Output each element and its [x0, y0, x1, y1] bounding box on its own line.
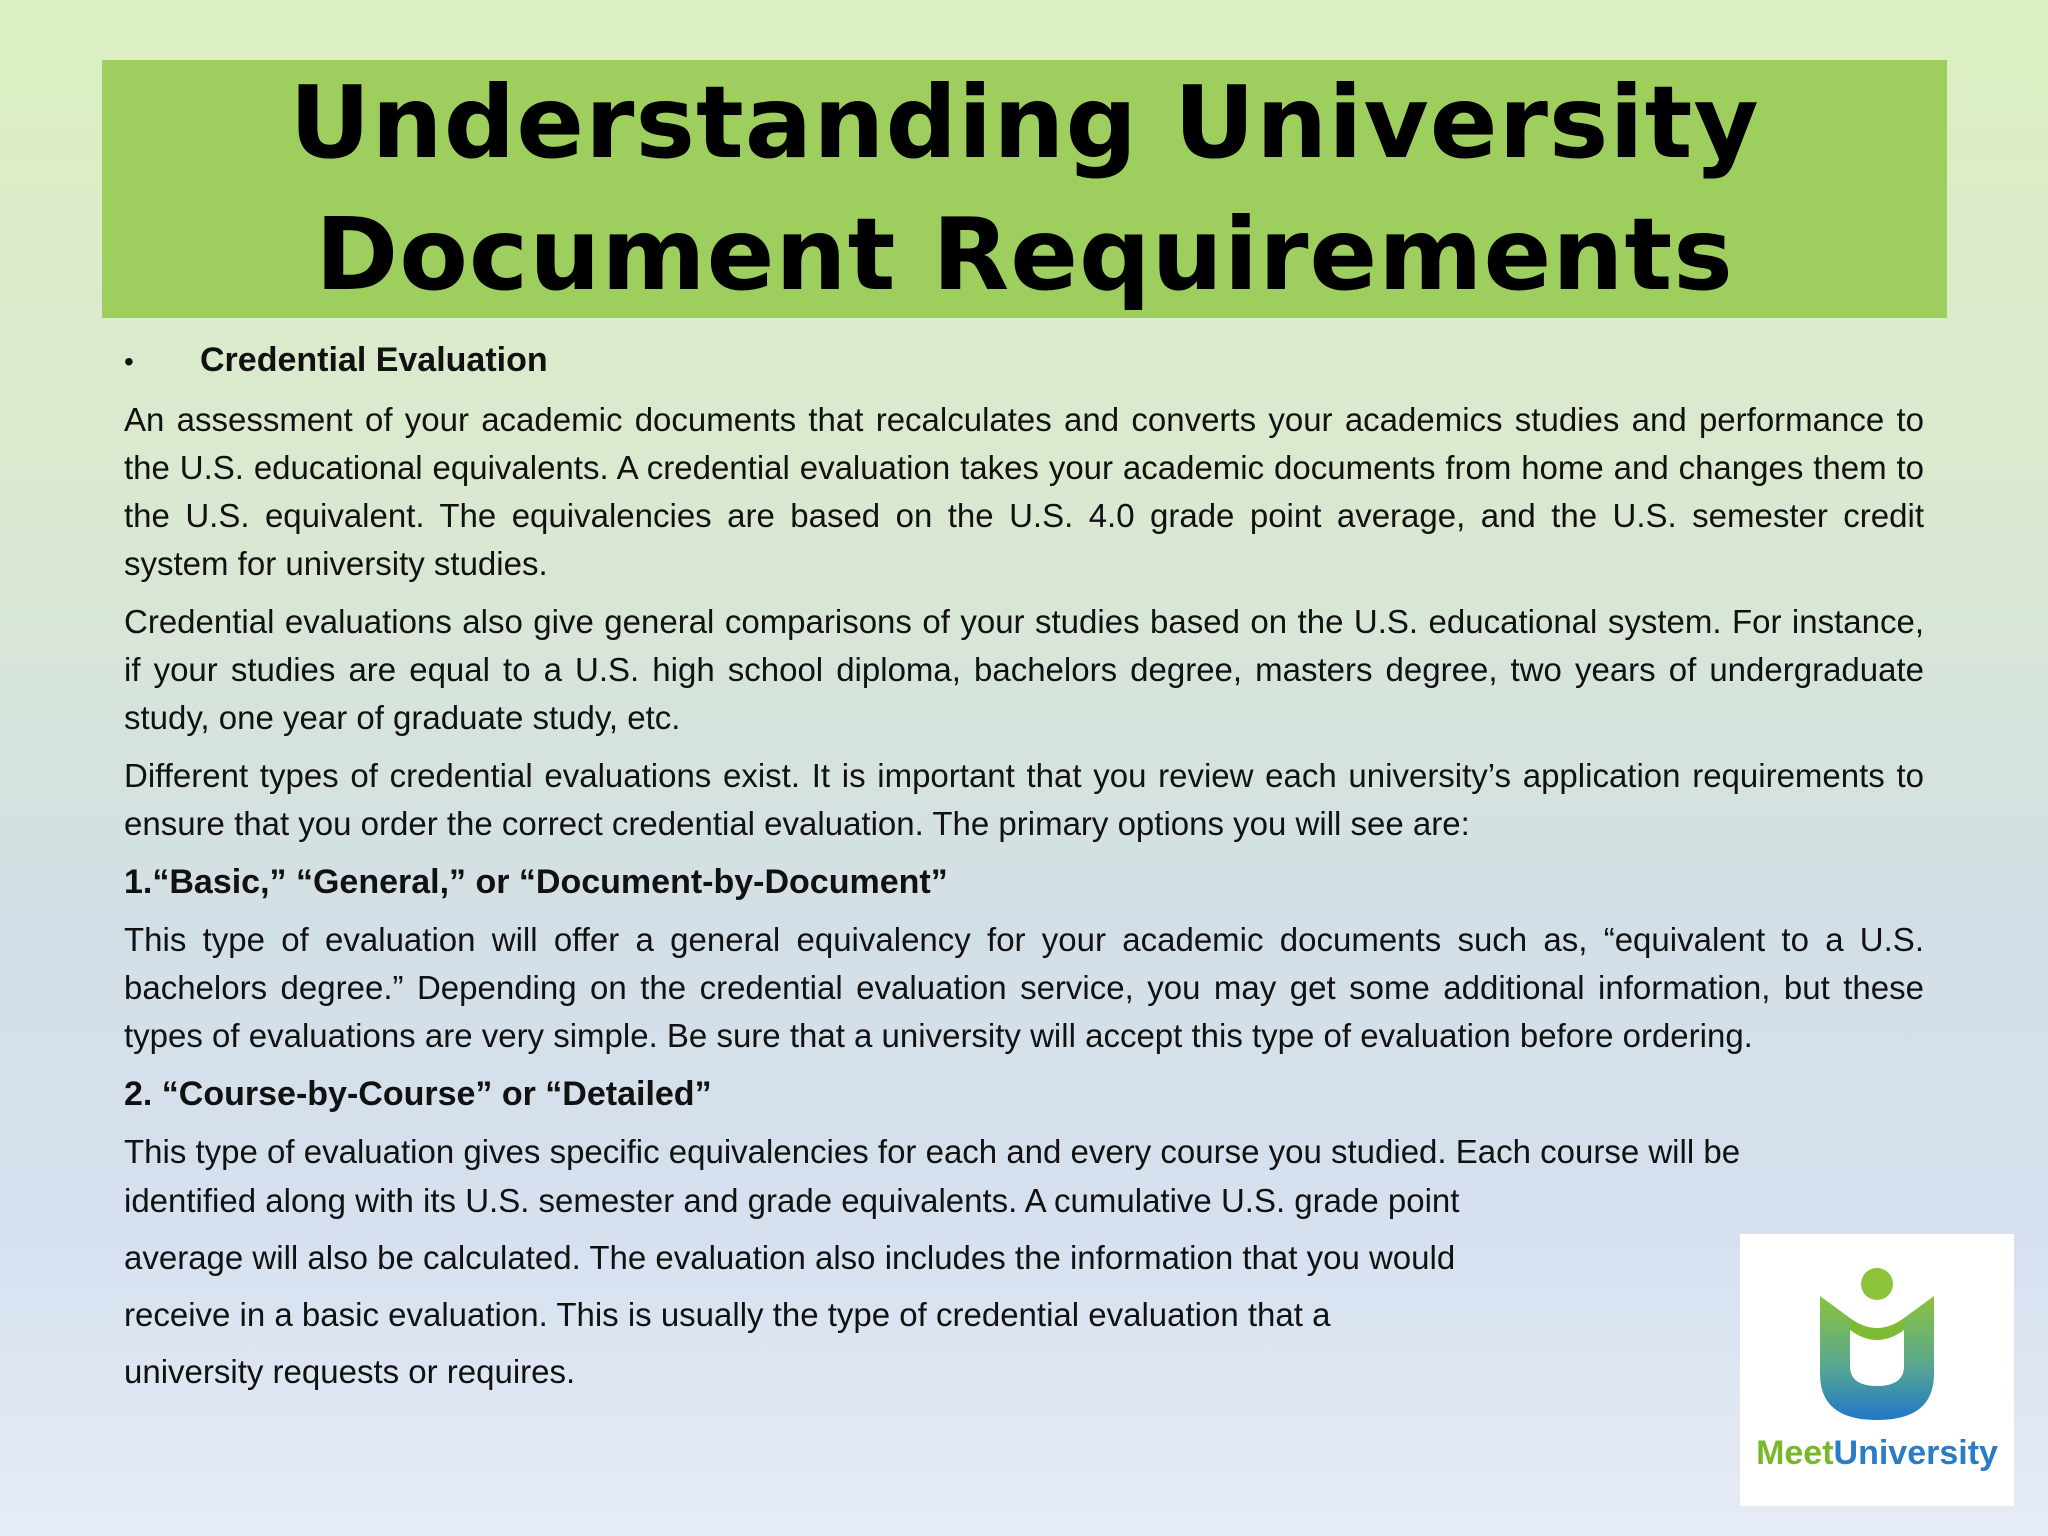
title-line-1: Understanding University: [289, 64, 1760, 181]
title-banner: [102, 60, 1947, 318]
logo-word-meet: Meet: [1756, 1434, 1834, 1472]
option-2-text-line-1: This type of evaluation gives specific equivalencies for each and every course you studied. Each course will be: [124, 1133, 1741, 1170]
title-line-2: Document Requirements: [315, 196, 1734, 313]
paragraph-types: Different types of credential evaluations exist. It is important that you review each university’s application requirements to ensure that you order the correct credential evaluation. The primary options you will see are:: [124, 757, 1924, 842]
paragraph-definition: An assessment of your academic documents that recalculates and converts your academics studies and performance to the U.S. educational equivalents. A credential evaluation takes your academic documents from home and changes them to the U.S. equivalent. The equivalencies are based on the U.S. 4.0 grade point average, and the U.S. semester credit system for university studies.: [124, 401, 1924, 582]
option-2-text-line-3: average will also be calculated. The evaluation also includes the information that you would: [124, 1239, 1456, 1276]
paragraph-comparisons: Credential evaluations also give general comparisons of your studies based on the U.S. educational system. For instance, if your studies are equal to a U.S. high school diploma, bachelors degree, masters degree, two years of undergraduate study, one year of graduate study, etc.: [124, 603, 1924, 736]
bullet-icon: •: [124, 346, 134, 377]
section-heading-text: Credential Evaluation: [200, 341, 548, 379]
logo-wordmark: [1740, 1434, 2014, 1473]
option-2-text-line-5: university requests or requires.: [124, 1353, 576, 1390]
option-1-text: This type of evaluation will offer a general equivalency for your academic documents such as, “equivalent to a U.S. bachelors degree.” Depending on the credential evaluation service, you may get some additional information, but these types of evaluations are very simple. Be sure that a university will accept this type of evaluation before ordering.: [124, 921, 1924, 1054]
section-heading: [124, 332, 1924, 390]
option-2-text-line-2: identified along with its U.S. semester and grade equivalents. A cumulative U.S. grade point: [124, 1182, 1460, 1219]
logo-word-university: University: [1833, 1434, 1998, 1472]
option-1-heading: 1.“Basic,” “General,” or “Document-by-Document”: [124, 863, 948, 901]
meetuniversity-logo: [1740, 1234, 2014, 1506]
option-2-heading: 2. “Course-by-Course” or “Detailed”: [124, 1075, 712, 1113]
slide-content: [124, 332, 1924, 1400]
option-2-text-line-4: receive in a basic evaluation. This is usually the type of credential evaluation that a: [124, 1296, 1331, 1333]
logo-u-icon: [1740, 1234, 2014, 1434]
